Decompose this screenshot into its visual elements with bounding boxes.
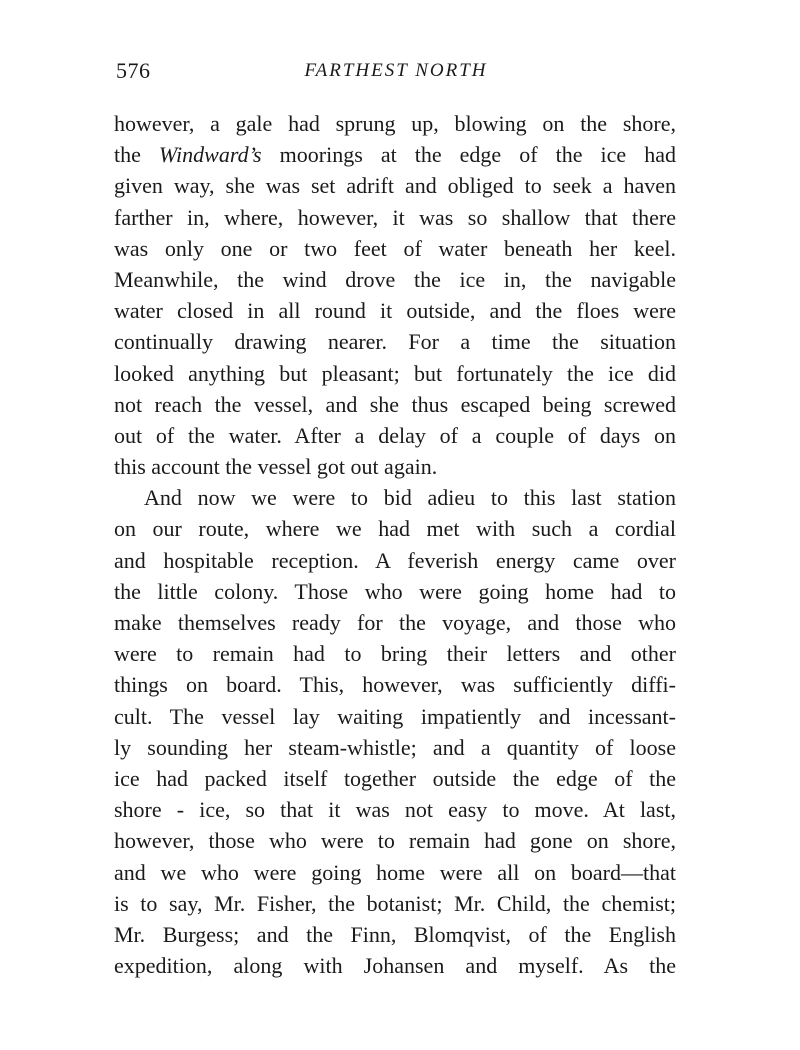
text-line: and we who were going home were all on board—that (114, 859, 676, 885)
text-line: however, those who were to remain had gone on shore, (114, 828, 676, 854)
text-line: was only one or two feet of water beneath her keel. (114, 235, 676, 261)
text-line: make themselves ready for the voyage, and those who (114, 610, 676, 635)
text-line: expedition, along with Johansen and myself. As the (114, 953, 676, 979)
text-line: water closed in all round it outside, and the floes were (114, 298, 676, 324)
page-header (116, 58, 676, 88)
text-line: Meanwhile, the wind drove the ice in, the navigable (114, 266, 676, 292)
ship-name: Windward’s (158, 142, 262, 168)
text-line (114, 139, 676, 170)
text-line: ly sounding her steam-whistle; and a quantity of loose (114, 734, 676, 760)
text-line: given way, she was set adrift and obliged to seek a haven (114, 173, 676, 199)
text-line: on our route, where we had met with such a cordial (114, 516, 676, 542)
text-line: Mr. Burgess; and the Finn, Blomqvist, of the English (114, 921, 676, 947)
text-line: is to say, Mr. Fisher, the botanist; Mr. Child, the chemist; (114, 890, 676, 916)
text-line: continually drawing nearer. For a time the situation (114, 329, 676, 355)
text-line: out of the water. After a delay of a couple of days on (114, 422, 676, 448)
paragraph-start-line: And now we were to bid adieu to this last station (144, 485, 676, 511)
text-line: ice had packed itself together outside the edge of the (114, 765, 676, 791)
text-line: things on board. This, however, was sufficiently diffi- (114, 672, 676, 698)
body-text (114, 108, 676, 981)
text-line: and hospitable reception. A feverish energy came over (114, 547, 676, 573)
text-line: farther in, where, however, it was so shallow that there (114, 204, 676, 230)
text-line: shore - ice, so that it was not easy to move. At last, (114, 797, 676, 823)
text-line: the little colony. Those who were going home had to (114, 578, 676, 604)
text-line: not reach the vessel, and she thus escaped being screwed (114, 391, 676, 417)
text-segment: moorings at the edge of the ice had (261, 142, 676, 168)
text-line: this account the vessel got out again. (114, 454, 438, 480)
text-segment: the (114, 142, 159, 168)
page-number: 576 (116, 58, 151, 83)
text-line: however, a gale had sprung up, blowing on the shore, (114, 111, 676, 136)
text-line: looked anything but pleasant; but fortunately the ice did (114, 360, 676, 386)
running-head: FARTHEST NORTH (304, 60, 488, 81)
text-line: were to remain had to bring their letters and other (114, 641, 676, 667)
text-line: cult. The vessel lay waiting impatiently and incessant- (114, 703, 676, 729)
